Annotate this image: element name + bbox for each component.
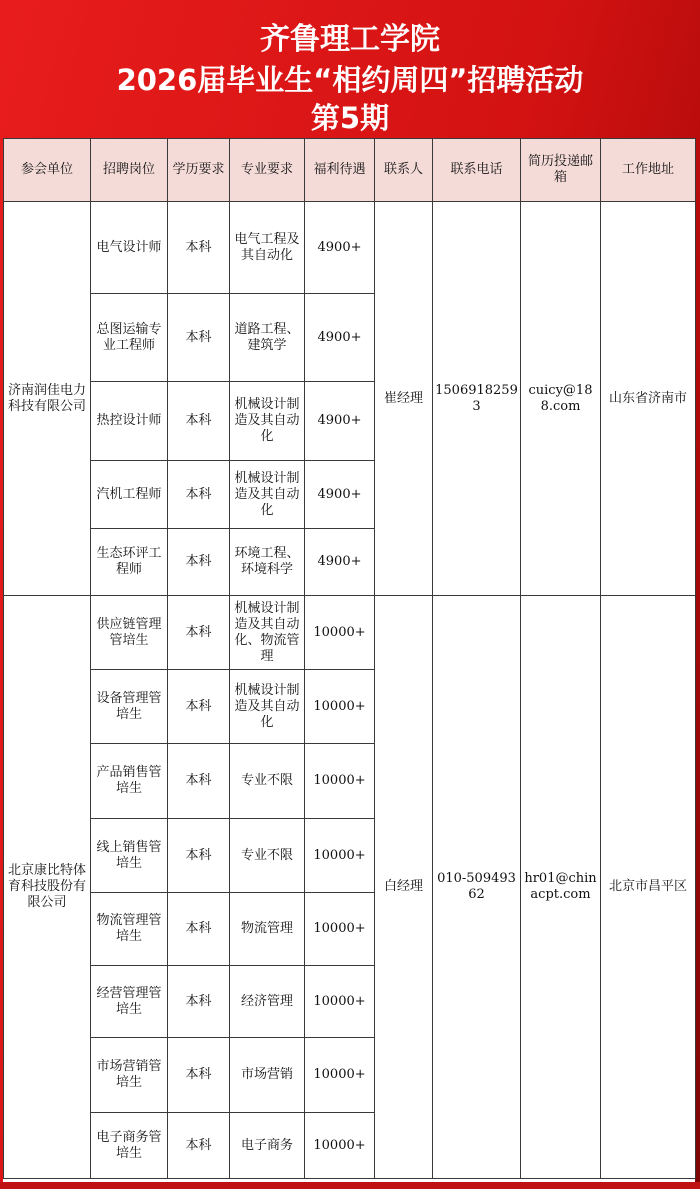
degree-requirement: 本科: [168, 819, 230, 893]
salary: 10000+: [305, 670, 375, 744]
major-requirement: 专业不限: [230, 819, 305, 893]
degree-requirement: 本科: [168, 893, 230, 966]
col-header-degree: 学历要求: [168, 139, 230, 202]
position-title: 物流管理管培生: [91, 893, 168, 966]
col-header-address: 工作地址: [601, 139, 696, 202]
salary: 10000+: [305, 1113, 375, 1179]
major-requirement: 电气工程及其自动化: [230, 202, 305, 294]
salary: 4900+: [305, 529, 375, 596]
position-title: 生态环评工程师: [91, 529, 168, 596]
degree-requirement: 本科: [168, 670, 230, 744]
major-requirement: 经济管理: [230, 966, 305, 1038]
recruitment-table: [3, 138, 696, 1179]
degree-requirement: 本科: [168, 529, 230, 596]
bottom-border: [0, 1182, 700, 1189]
position-title: 经营管理管培生: [91, 966, 168, 1038]
table-row: [4, 202, 696, 294]
col-header-salary: 福利待遇: [305, 139, 375, 202]
event-title: 2026届毕业生“相约周四”招聘活动: [116, 63, 584, 97]
resume-email: cuicy@188.com: [521, 202, 601, 596]
position-title: 电气设计师: [91, 202, 168, 294]
degree-requirement: 本科: [168, 1038, 230, 1113]
salary: 10000+: [305, 966, 375, 1038]
position-title: 设备管理管培生: [91, 670, 168, 744]
col-header-email: 简历投递邮箱: [521, 139, 601, 202]
contact-phone: 010-50949362: [433, 596, 521, 1179]
degree-requirement: 本科: [168, 1113, 230, 1179]
salary: 4900+: [305, 461, 375, 529]
position-title: 汽机工程师: [91, 461, 168, 529]
position-title: 总图运输专业工程师: [91, 294, 168, 382]
contact-phone: 15069182593: [433, 202, 521, 596]
work-address: 山东省济南市: [601, 202, 696, 596]
degree-requirement: 本科: [168, 294, 230, 382]
position-title: 市场营销管培生: [91, 1038, 168, 1113]
position-title: 线上销售管培生: [91, 819, 168, 893]
poster-header: [0, 0, 700, 138]
contact-person: 白经理: [375, 596, 433, 1179]
salary: 10000+: [305, 893, 375, 966]
major-requirement: 道路工程、建筑学: [230, 294, 305, 382]
table-row: [4, 596, 696, 670]
major-requirement: 环境工程、环境科学: [230, 529, 305, 596]
salary: 4900+: [305, 382, 375, 461]
col-header-major: 专业要求: [230, 139, 305, 202]
resume-email: hr01@chinacpt.com: [521, 596, 601, 1179]
col-header-company: 参会单位: [4, 139, 91, 202]
work-address: 北京市昌平区: [601, 596, 696, 1179]
salary: 4900+: [305, 294, 375, 382]
major-requirement: 物流管理: [230, 893, 305, 966]
degree-requirement: 本科: [168, 461, 230, 529]
col-header-contact: 联系人: [375, 139, 433, 202]
company-name: 北京康比特体育科技股份有限公司: [4, 596, 91, 1179]
major-requirement: 机械设计制造及其自动化: [230, 670, 305, 744]
major-requirement: 机械设计制造及其自动化、物流管理: [230, 596, 305, 670]
header-row: [4, 139, 696, 202]
col-header-position: 招聘岗位: [91, 139, 168, 202]
issue-number: 第5期: [310, 101, 390, 135]
degree-requirement: 本科: [168, 596, 230, 670]
salary: 4900+: [305, 202, 375, 294]
position-title: 电子商务管培生: [91, 1113, 168, 1179]
degree-requirement: 本科: [168, 966, 230, 1038]
company-name: 济南润佳电力科技有限公司: [4, 202, 91, 596]
salary: 10000+: [305, 1038, 375, 1113]
salary: 10000+: [305, 744, 375, 819]
major-requirement: 电子商务: [230, 1113, 305, 1179]
major-requirement: 机械设计制造及其自动化: [230, 382, 305, 461]
recruitment-sheet: [3, 138, 695, 1184]
col-header-phone: 联系电话: [433, 139, 521, 202]
position-title: 热控设计师: [91, 382, 168, 461]
salary: 10000+: [305, 596, 375, 670]
degree-requirement: 本科: [168, 202, 230, 294]
salary: 10000+: [305, 819, 375, 893]
position-title: 供应链管理管培生: [91, 596, 168, 670]
degree-requirement: 本科: [168, 382, 230, 461]
major-requirement: 市场营销: [230, 1038, 305, 1113]
position-title: 产品销售管培生: [91, 744, 168, 819]
major-requirement: 机械设计制造及其自动化: [230, 461, 305, 529]
contact-person: 崔经理: [375, 202, 433, 596]
school-name: 齐鲁理工学院: [260, 22, 440, 57]
degree-requirement: 本科: [168, 744, 230, 819]
major-requirement: 专业不限: [230, 744, 305, 819]
